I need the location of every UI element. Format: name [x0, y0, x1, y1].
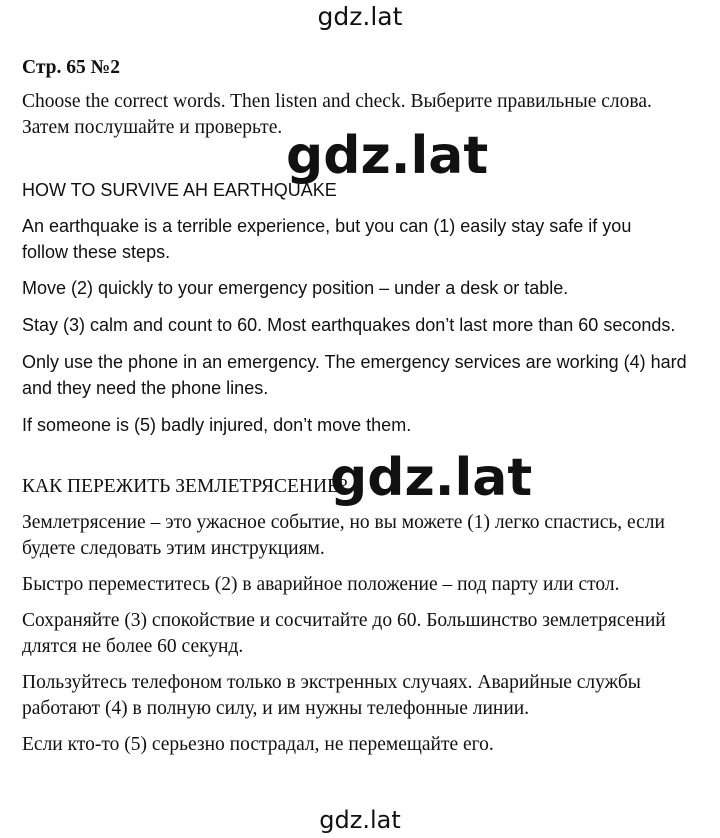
watermark-middle-1: gdz.lat [286, 126, 489, 186]
english-p1-line-2: follow these steps. [22, 242, 171, 262]
watermark-middle-2: gdz.lat [330, 448, 533, 508]
russian-p4-line-1: Пользуйтесь телефоном только в экстренных случаях. Аварийные службы [22, 672, 641, 693]
english-title: HOW TO SURVIVE AH EARTHQUAKE [22, 180, 337, 200]
english-p1-line-1: An earthquake is a terrible experience, but you can (1) easily stay safe if you [22, 216, 632, 236]
instruction-line-1: Choose the correct words. Then listen and check. Выберите правильные слова. [22, 91, 652, 112]
english-p5: If someone is (5) badly injured, don’t move them. [22, 415, 412, 435]
russian-p3-line-1: Сохраняйте (3) спокойствие и сосчитайте до 60. Большинство землетрясений [22, 610, 666, 631]
english-p3: Stay (3) calm and count to 60. Most earthquakes don’t last more than 60 seconds. [22, 315, 676, 335]
instruction-line-2: Затем послушайте и проверьте. [22, 117, 283, 138]
english-p4-line-2: and they need the phone lines. [22, 378, 269, 398]
page-heading: Стр. 65 №2 [22, 57, 120, 78]
russian-p5: Если кто-то (5) серьезно пострадал, не перемещайте его. [22, 734, 494, 755]
russian-p2: Быстро переместитесь (2) в аварийное положение – под парту или стол. [22, 574, 620, 595]
russian-p1-line-2: будете следовать этим инструкциям. [22, 538, 325, 559]
english-p2: Move (2) quickly to your emergency position – under a desk or table. [22, 278, 569, 298]
watermark-top: gdz.lat [317, 2, 403, 31]
russian-p4-line-2: работают (4) в полную силу, и им нужны телефонные линии. [22, 698, 530, 719]
russian-p1-line-1: Землетрясение – это ужасное событие, но вы можете (1) легко спастись, если [22, 512, 665, 533]
russian-p3-line-2: длятся не более 60 секунд. [22, 636, 244, 657]
english-p4-line-1: Only use the phone in an emergency. The emergency services are working (4) hard [22, 352, 687, 372]
russian-title: КАК ПЕРЕЖИТЬ ЗЕМЛЕТРЯСЕНИЕ? [22, 476, 348, 497]
watermark-bottom: gdz.lat [319, 806, 401, 834]
